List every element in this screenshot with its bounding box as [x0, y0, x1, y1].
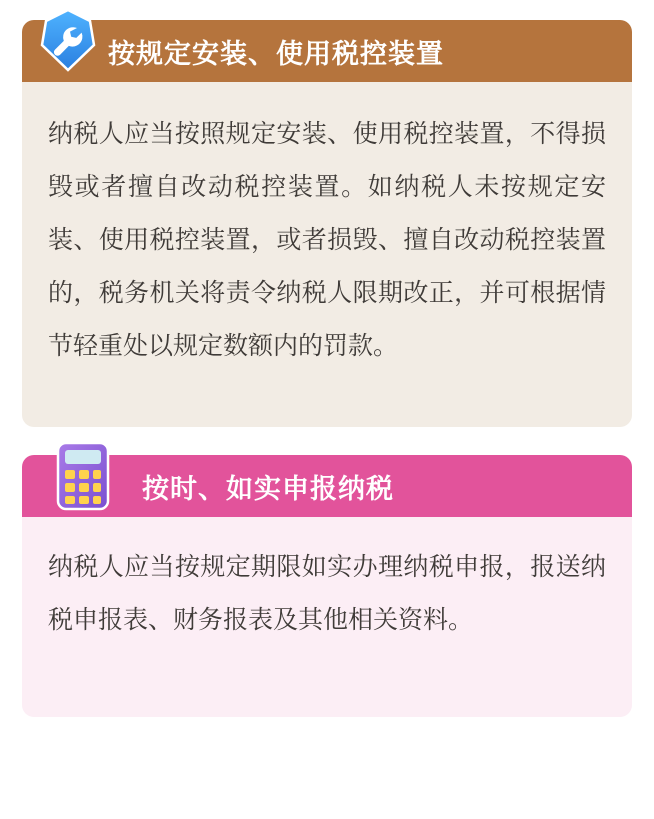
card-body-1	[22, 82, 632, 427]
wrench-icon	[36, 8, 100, 72]
calculator-icon	[48, 437, 120, 515]
card-install-tax-control-device	[22, 20, 632, 427]
card-text-2: 纳税人应当按规定期限如实办理纳税申报，报送纳税申报表、财务报表及其他相关资料。	[48, 553, 606, 634]
card-title-1: 按规定安装、使用税控装置	[108, 38, 444, 69]
card-header-1	[22, 20, 632, 82]
card-body-2	[22, 517, 632, 717]
card-text-1: 纳税人应当按照规定安装、使用税控装置，不得损毁或者擅自改动税控装置。如纳税人未按规定安装、使用税控装置，或者损毁、擅自改动税控装置的，税务机关将责令纳税人限期改正，并可根据情节轻重处以规定数额内的罚款。	[48, 120, 606, 360]
card-title-2: 按时、如实申报纳税	[142, 473, 394, 504]
card-file-tax-on-time	[22, 455, 632, 717]
